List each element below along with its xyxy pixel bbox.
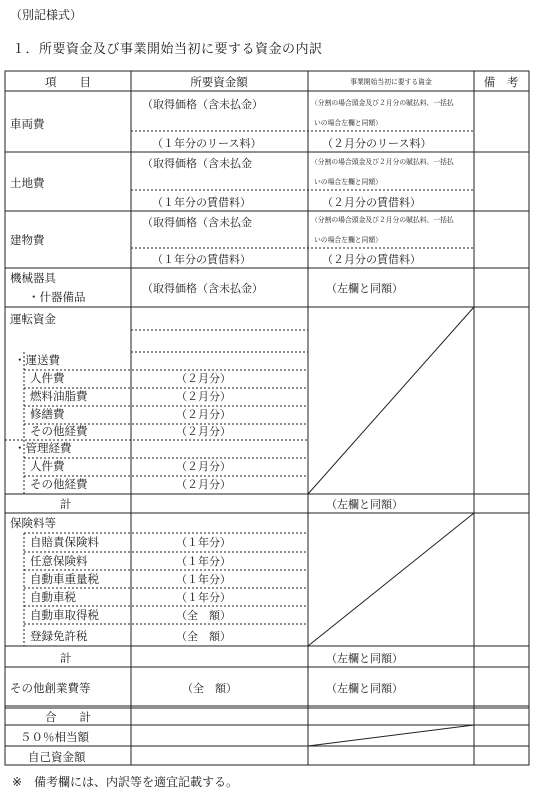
row-insurance-weight-tax-amt: （１年分）: [176, 573, 231, 586]
row-vehicle-ini-a2: いの場合左欄と同額）: [314, 119, 382, 127]
row-working-mgmt-personnel-amt: （２月分）: [176, 460, 231, 473]
row-other-startup-req: （全 額）: [182, 682, 237, 695]
row-insurance-reg-tax: 登録免許税: [30, 629, 88, 643]
row-vehicle-ini-a1: （分割の場合頭金及び２月分の賦払料、一括払: [311, 99, 454, 107]
row-total-label: 合 計: [45, 710, 91, 724]
row-insurance-car-tax-amt: （１年分）: [176, 591, 231, 604]
row-working-transport: ・運送費: [14, 353, 60, 367]
row-insurance-voluntary-amt: （１年分）: [176, 555, 231, 568]
row-building-req-a: （取得価格（含未払金: [142, 216, 252, 229]
row-insurance-acq-tax-amt: （全 額）: [176, 609, 231, 622]
row-vehicle-label: 車両費: [10, 117, 45, 131]
row-fifty-label: ５０％相当額: [20, 730, 89, 744]
row-land-label: 土地費: [10, 176, 45, 190]
row-land-req-a: （取得価格（含未払金: [142, 157, 252, 170]
row-vehicle-req-a: （取得価格（含未払金）: [142, 98, 263, 111]
row-working-subtotal: 計: [60, 497, 72, 511]
row-land-req-b: （１年分の賃借料）: [152, 196, 251, 209]
row-other-startup-label: その他創業費等: [10, 681, 91, 695]
row-machinery-ini: （左欄と同額）: [326, 282, 403, 295]
row-working-fuel-amt: （２月分）: [176, 390, 231, 403]
row-building-req-b: （１年分の賃借料）: [152, 253, 251, 266]
row-working-mgmt-personnel: 人件費: [30, 459, 65, 473]
row-building-ini-a2: いの場合左欄と同額）: [314, 236, 382, 244]
row-building-ini-b: （２月分の賃借料）: [322, 253, 421, 266]
row-working-other-amt: （２月分）: [176, 425, 231, 438]
funds-table: [4, 70, 544, 770]
row-insurance-label: 保険料等: [10, 516, 56, 530]
row-own-funds-label: 自己資金額: [28, 750, 86, 764]
row-building-label: 建物費: [10, 233, 45, 247]
row-insurance-car-tax: 自動車税: [30, 590, 76, 604]
row-building-ini-a1: （分割の場合頭金及び２月分の賦払料、一括払: [311, 216, 454, 224]
row-vehicle-ini-b: （２月分のリース料）: [322, 137, 432, 150]
row-working-mgmt-other: その他経費: [30, 477, 88, 491]
row-working-label: 運転資金: [10, 312, 56, 326]
row-insurance-subtotal-ini: （左欄と同額）: [326, 652, 403, 665]
row-insurance-subtotal: 計: [60, 651, 72, 665]
row-insurance-acq-tax: 自動車取得税: [30, 608, 99, 622]
row-working-mgmt: ・管理経費: [14, 441, 72, 455]
footnote: ※ 備考欄には、内訳等を適宜記載する。: [12, 775, 239, 789]
row-land-ini-a1: （分割の場合頭金及び２月分の賦払料、一括払: [311, 158, 454, 166]
col-header-required: 所要資金額: [190, 75, 248, 89]
col-header-item: 項 目: [45, 75, 91, 89]
row-working-subtotal-ini: （左欄と同額）: [326, 498, 403, 511]
row-working-repair: 修繕費: [30, 407, 65, 421]
row-working-personnel: 人件費: [30, 371, 65, 385]
row-insurance-voluntary: 任意保険料: [30, 554, 88, 568]
page-header-note: （別記様式）: [10, 8, 83, 22]
row-other-startup-ini: （左欄と同額）: [326, 682, 403, 695]
row-working-repair-amt: （２月分）: [176, 408, 231, 421]
row-insurance-reg-tax-amt: （全 額）: [176, 630, 231, 643]
row-land-ini-b: （２月分の賃借料）: [322, 196, 421, 209]
col-header-remarks: 備 考: [483, 75, 519, 89]
row-vehicle-req-b: （１年分のリース料）: [152, 137, 262, 150]
row-working-personnel-amt: （２月分）: [176, 372, 231, 385]
section-title: １．所要資金及び事業開始当初に要する資金の内訳: [12, 42, 323, 57]
row-working-mgmt-other-amt: （２月分）: [176, 478, 231, 491]
row-machinery-label2: ・什器備品: [28, 290, 86, 304]
row-insurance-compulsory-amt: （１年分）: [176, 536, 231, 549]
row-machinery-req: （取得価格（含未払金）: [142, 282, 263, 295]
row-land-ini-a2: いの場合左欄と同額）: [314, 178, 382, 186]
row-machinery-label1: 機械器具: [10, 271, 56, 285]
col-header-initial: 事業開始当初に要する資金: [350, 78, 432, 86]
row-working-fuel: 燃料油脂費: [30, 389, 88, 403]
row-working-other: その他経費: [30, 424, 88, 438]
row-insurance-weight-tax: 自動車重量税: [30, 572, 99, 586]
row-insurance-compulsory: 自賠責保険料: [30, 535, 99, 549]
